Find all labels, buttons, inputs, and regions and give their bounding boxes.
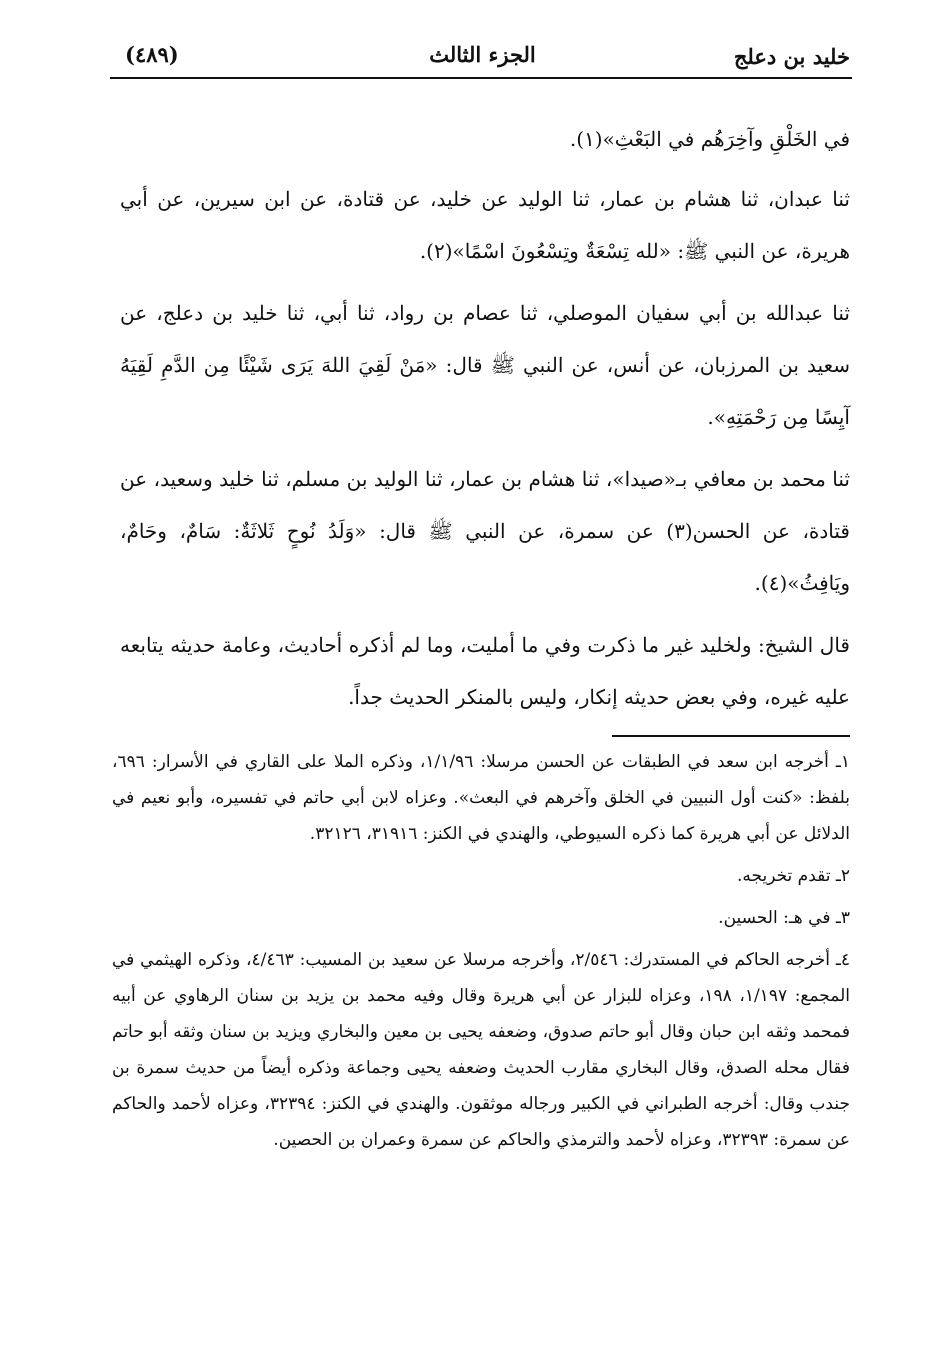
header-rule [110,77,852,79]
main-text [120,115,850,723]
volume-label: الجزء الثالث [429,42,536,67]
paragraph: ثنا عبدالله بن أبي سفيان الموصلي، ثنا عصام بن رواد، ثنا أبي، ثنا خليد بن دعلج، عن سعيد بن المرزبان، عن أنس، عن النبي ﷺ قال: «مَنْ لَقِيَ اللهَ يَرَى شَيْئًا مِن الدَّمِ لَقِيَهُ آيِسًا مِن رَحْمَتِهِ». [120,301,850,429]
footnote-separator [612,735,850,737]
footnote: ٢ـ تقدم تخريجه. [736,866,850,886]
footnote: ١ـ أخرجه ابن سعد في الطبقات عن الحسن مرسلا: ١/١/٩٦، وذكره الملا على القاري في الأسرار: ٦٩٦، بلفظ: «كنت أول النبيين في الخلق وآخرهم في البعث». وعزاه لابن أبي حاتم في تفسيره، وأبو نعيم في الدلائل عن أبي هريرة كما ذكره السيوطي، والهندي في الكنز: ٣١٩١٦، ٣٢١٢٦. [112,752,850,844]
paragraph: في الخَلْقِ وآخِرَهُم في البَعْثِ»(١). [569,127,850,151]
page-number: (٤٨٩) [125,42,179,67]
footnotes [112,744,850,1164]
paragraph: ثنا عبدان، ثنا هشام بن عمار، ثنا الوليد عن خليد، عن قتادة، عن ابن سيرين، عن أبي هريرة، عن النبي ﷺ: «لله تِسْعَةٌ وتِسْعُونَ اسْمًا»(٢). [120,187,850,263]
footnote: ٤ـ أخرجه الحاكم في المستدرك: ٢/٥٤٦، وأخرجه مرسلا عن سعيد بن المسيب: ٤/٤٦٣، وذكره الهيثمي في المجمع: ١/١٩٧، ١٩٨، وعزاه للبزار عن أبي هريرة وقال وفيه محمد بن يزيد بن سنان الرهاوي عن أبيه فمحمد وثقه ابن حبان وقال أبو حاتم صدوق، وضعفه يحيى بن معين والبخاري ويزيد بن سنان وثقه أبو حاتم فقال محله الصدق، وقال البخاري مقارب الحديث وضعفه يحيى وجماعة وذكره أيضاً من حديث سمرة بن جندب وقال: أخرجه الطبراني في الكبير ورجاله موثقون. والهندي في الكنز: ٣٢٣٩٤، وعزاه لأحمد والحاكم عن سمرة: ٣٢٣٩٣، وعزاه لأحمد والترمذي والحاكم عن سمرة وعمران بن الحصين. [112,950,851,1150]
running-title: خليد بن دعلج [733,44,850,69]
page-header [115,40,850,76]
footnote: ٣ـ في هـ: الحسين. [718,908,850,928]
paragraph: قال الشيخ: ولخليد غير ما ذكرت وفي ما أمليت، وما لم أذكره أحاديث، وعامة حديثه يتابعه عليه غيره، وفي بعض حديثه إنكار، وليس بالمنكر الحديث جداً. [120,633,850,709]
paragraph: ثنا محمد بن معافي بـ«صيدا»، ثنا هشام بن عمار، ثنا الوليد بن مسلم، ثنا خليد وسعيد، عن قتادة، عن الحسن(٣) عن سمرة، عن النبي ﷺ قال: «وَلَدُ نُوحٍ ثَلاثَةٌ: سَامٌ، وحَامٌ، ويَافِثُ»(٤). [120,467,850,595]
